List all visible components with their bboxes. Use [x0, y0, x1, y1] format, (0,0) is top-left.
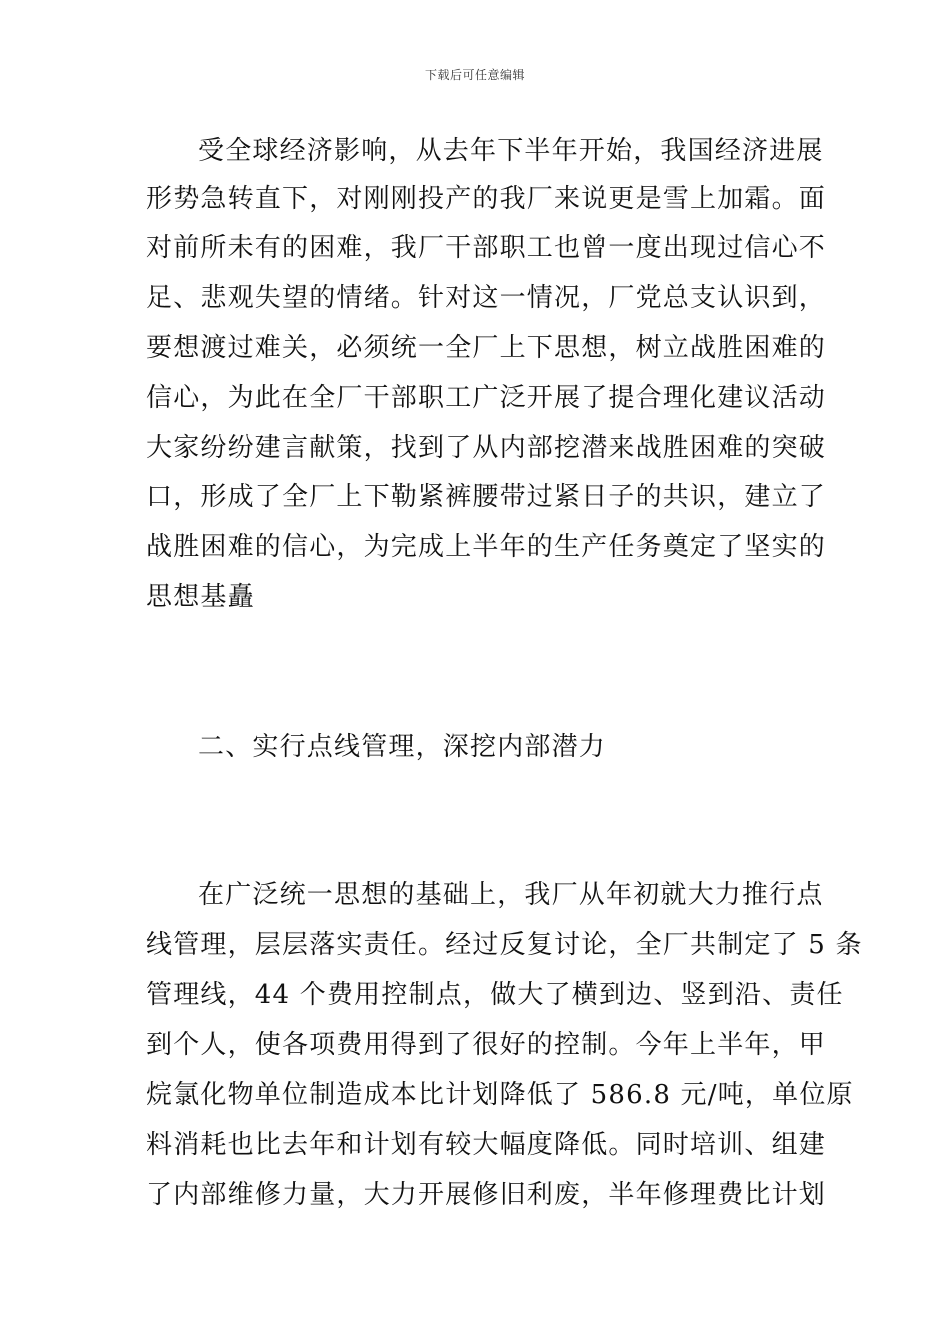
paragraph-2-line-5: 烷氯化物单位制造成本比计划降低了 586.8 元/吨，单位原 — [146, 1080, 854, 1110]
paragraph-1-line-4: 足、悲观失望的情绪。针对这一情况，厂党总支认识到， — [146, 283, 827, 313]
paragraph-2-line-4: 到个人，使各项费用得到了很好的控制。今年上半年，甲 — [146, 1030, 827, 1060]
header-note: 下载后可任意编辑 — [424, 68, 525, 82]
section-2-heading: 二、实行点线管理，深挖内部潜力 — [198, 732, 607, 762]
paragraph-1-line-7: 大家纷纷建言献策，找到了从内部挖潜来战胜困难的突破 — [146, 433, 827, 463]
paragraph-2-line-3: 管理线，44 个费用控制点，做大了横到边、竖到沿、责任 — [146, 980, 844, 1010]
paragraph-2-line-6: 料消耗也比去年和计划有较大幅度降低。同时培训、组建 — [146, 1130, 827, 1160]
paragraph-2-line-2: 线管理，层层落实责任。经过反复讨论，全厂共制定了 5 条 — [146, 930, 863, 960]
paragraph-1-line-6: 信心，为此在全厂干部职工广泛开展了提合理化建议活动 — [146, 383, 827, 413]
paragraph-2-line-7: 了内部维修力量，大力开展修旧利废，半年修理费比计划 — [146, 1180, 827, 1210]
paragraph-1-line-5: 要想渡过难关，必须统一全厂上下思想，树立战胜困难的 — [146, 333, 827, 363]
paragraph-1-line-8: 口，形成了全厂上下勒紧裤腰带过紧日子的共识，建立了 — [146, 482, 827, 512]
paragraph-1-line-9: 战胜困难的信心，为完成上半年的生产任务奠定了坚实的 — [146, 532, 827, 562]
paragraph-1-line-1: 受全球经济影响，从去年下半年开始，我国经济进展 — [198, 136, 824, 166]
paragraph-1-line-10: 思想基矗 — [146, 582, 255, 612]
paragraph-2-line-1: 在广泛统一思想的基础上，我厂从年初就大力推行点 — [198, 880, 824, 910]
paragraph-1-line-3: 对前所未有的困难，我厂干部职工也曾一度出现过信心不 — [146, 233, 827, 263]
paragraph-1-line-2: 形势急转直下，对刚刚投产的我厂来说更是雪上加霜。面 — [146, 184, 827, 214]
